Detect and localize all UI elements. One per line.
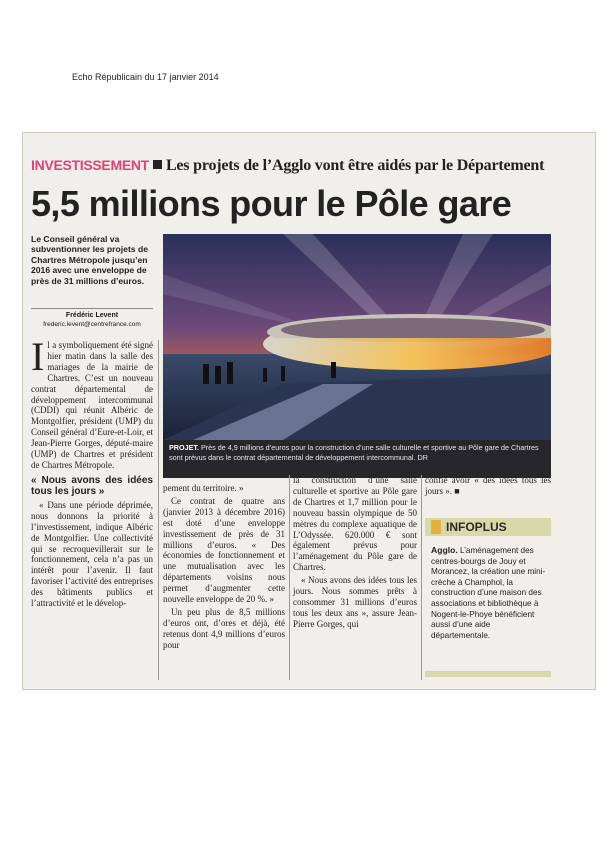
column-2 bbox=[163, 483, 285, 653]
column-divider bbox=[421, 475, 422, 680]
intertitle: « Nous avons des idées tous les jours » bbox=[31, 474, 153, 497]
column-divider bbox=[158, 340, 159, 680]
photo-caption-text: Près de 4,9 millions d’euros pour la construction d’une salle culturelle et sportive au Pôle gare de Chartres sont prévus dans le contrat départemental de développement intercommunal. DR bbox=[169, 443, 539, 462]
kicker bbox=[31, 157, 544, 175]
paragraph-text: l a symboliquement été signé hier matin dans la salle des mariages de la mairie de Chartres. C’est un nouveau contrat départemental de développement intercommunal (CDDI) qui réunit Albéric de Montgolfier, président (UMP) du Conseil général d’Eure-et-Loir, et Jean-Pierre Gorges, député-maire (UMP) de Chartres et président de Chartres Métropole. bbox=[31, 340, 153, 470]
infoplus-text: L’aménagement des centres-bourgs de Jouy et Morancez, la création une mini-crèche à Champhol, la construction d’une maison des associations et bibliothèque à Nogent-le-Phoye bénéficient aussi d’une aide départementale. bbox=[431, 546, 546, 640]
paragraph: pement du territoire. » bbox=[163, 483, 244, 493]
paragraph: confie avoir « des idées tous les jours ». ■ bbox=[425, 475, 551, 496]
square-bullet-icon bbox=[431, 520, 441, 534]
square-bullet-icon bbox=[153, 160, 162, 169]
column-divider bbox=[289, 475, 290, 680]
column-4 bbox=[425, 475, 551, 499]
infoplus-footer-bar bbox=[425, 671, 551, 677]
column-1 bbox=[31, 334, 153, 611]
paragraph: la construction d’une salle culturelle et sportive au Pôle gare de Chartres et 1,7 million pour le nouveau bassin olympique de 50 mètres du complexe aquatique de L’Odyssée. 620.000 € sont également prévus pour l’aménagement du Pôle gare de Chartres. bbox=[293, 475, 417, 573]
paragraph: Un peu plus de 8,5 millions d’euros ont, d’ores et déjà, été retenus dont 4,9 millions d’euros pour bbox=[163, 606, 285, 650]
infoplus-lead: Agglo. bbox=[431, 545, 458, 555]
author-email: frederic.levent@centrefrance.com bbox=[43, 321, 141, 328]
standfirst: Le Conseil général va subventionner les projets de Chartres Métropole jusqu’en 2016 avec une enveloppe de près de 31 millions d’euros. bbox=[31, 234, 148, 286]
kicker-tag: INVESTISSEMENT bbox=[31, 157, 149, 173]
column-3 bbox=[293, 475, 417, 632]
infoplus-header bbox=[425, 518, 551, 536]
author-name: Frédéric Levent bbox=[65, 312, 119, 319]
byline bbox=[31, 308, 153, 329]
stadium-rendering-illustration bbox=[163, 234, 551, 440]
infoplus-title: INFOPLUS bbox=[446, 520, 507, 534]
paragraph bbox=[31, 334, 153, 471]
newspaper-clipping bbox=[22, 132, 596, 690]
photo-caption bbox=[163, 440, 551, 478]
photo-caption-label: PROJET. bbox=[169, 443, 199, 452]
kicker-subtitle: Les projets de l’Agglo vont être aidés par le Département bbox=[165, 157, 545, 174]
paragraph: « Dans une période déprimée, nous donnons la priorité à l’investissement, indique Albéric de Montgolfier. Une collectivité qui se recroquevillerait sur le fonctionnement, cela n’a pas un intérêt pour l’avenir. Il faut favoriser l’activité des entreprises des bâtiments publics et l’attractivité et le dévelop- bbox=[31, 499, 153, 609]
infoplus-body bbox=[431, 545, 549, 641]
paragraph: Ce contrat de quatre ans (janvier 2013 à décembre 2016) est doté d’une enveloppe investissement de près de 31 millions d’euros. « Des économies de fonctionnement et une mutualisation avec les départements voisins nous permet d’augmenter cette nouvelle enveloppe de 20 %. » bbox=[163, 495, 285, 605]
document-caption: Echo Républicain du 17 janvier 2014 bbox=[72, 72, 219, 82]
article-photo bbox=[163, 234, 551, 440]
headline: 5,5 millions pour le Pôle gare bbox=[31, 183, 512, 224]
paragraph: « Nous avons des idées tous les jours. Nous sommes prêts à consommer 31 millions d’euros tous les deux ans », assure Jean-Pierre Gorges, qui bbox=[293, 575, 417, 629]
drop-cap: I bbox=[31, 334, 45, 379]
